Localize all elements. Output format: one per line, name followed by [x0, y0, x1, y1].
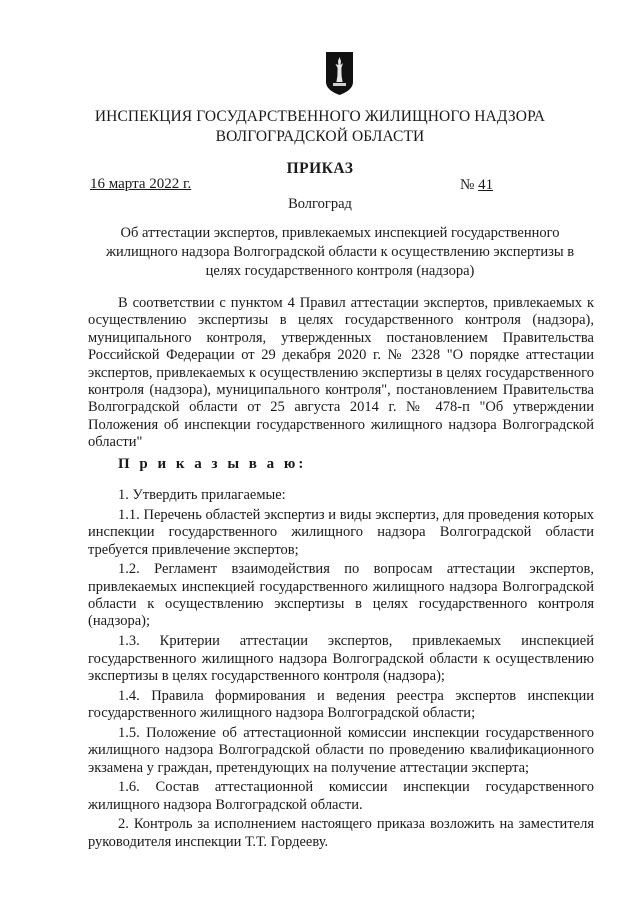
order-items — [88, 487, 594, 854]
order-item: 1.3. Критерии аттестации экспертов, привлекаемых инспекцией государственного жилищного надзора Волгоградской области к осуществлению экспертизы в целях государственного контроля (надзора); — [88, 633, 594, 684]
order-item: 1.4. Правила формирования и ведения реестра экспертов инспекции государственного жилищного надзора Волгоградской области; — [88, 687, 594, 722]
order-item: 1.5. Положение об аттестационной комиссии инспекции государственного жилищного надзора Волгоградской области по проведению квалификационного экзамена у граждан, претендующих на получение аттестации эксперта; — [88, 724, 594, 776]
document-type: ПРИКАЗ — [286, 160, 354, 177]
decree-heading: П р и к а з ы в а ю: — [118, 456, 307, 472]
order-item: 1. Утвердить прилагаемые: — [118, 487, 286, 503]
order-item: 2. Контроль за исполнением настоящего приказа возложить на заместителя руководителя инспекции Т.Т. Гордееву. — [88, 816, 594, 850]
org-line-1: ИНСПЕКЦИЯ ГОСУДАРСТВЕННОГО ЖИЛИЩНОГО НАДЗОРА — [94, 108, 546, 125]
organization-name — [60, 107, 580, 147]
org-line-2: ВОЛГОГРАДСКОЙ ОБЛАСТИ — [215, 128, 425, 145]
order-item: 1.1. Перечень областей экспертиз и виды экспертиз, для проведения которых инспекции государственного жилищного надзора Волгоградской области требуется привлечение экспертов; — [88, 506, 594, 558]
order-subject: Об аттестации экспертов, привлекаемых инспекцией государственного жилищного надзора Волгоградской области к осуществлению экспертизы в целях государственного контроля (надзора) — [105, 225, 575, 279]
order-item: 1.2. Регламент взаимодействия по вопросам аттестации экспертов, привлекаемых инспекцией государственного жилищного надзора Волгоградской области к осуществлению экспертизы в целях государственного контроля (надзора); — [88, 561, 594, 630]
order-number-prefix: № — [460, 177, 475, 193]
order-date: 16 марта 2022 г. — [90, 176, 192, 192]
order-item: 1.6. Состав аттестационной комиссии инспекции государственного жилищного надзора Волгоградской области. — [88, 779, 594, 813]
order-number-value: 41 — [478, 177, 494, 193]
preamble-paragraph: В соответствии с пунктом 4 Правил аттестации экспертов, привлекаемых к осуществлению экспертизы в целях государственного контроля (надзора), муниципального контроля, утвержденных постановлением Правительства Российской Федерации от 29 декабря 2020 г. № 2328 "О порядке аттестации экспертов, привлекаемых к осуществлению экспертизы в целях государственного контроля (надзора), муниципального контроля", постановлением Правительства Волгоградской области от 25 августа 2014 г. № 478-п "Об утверждении Положения об инспекции государственного жилищного надзора Волгоградской области" — [88, 295, 594, 451]
order-number — [460, 177, 493, 194]
order-city: Волгоград — [288, 196, 352, 212]
volgograd-emblem-icon — [326, 52, 353, 95]
